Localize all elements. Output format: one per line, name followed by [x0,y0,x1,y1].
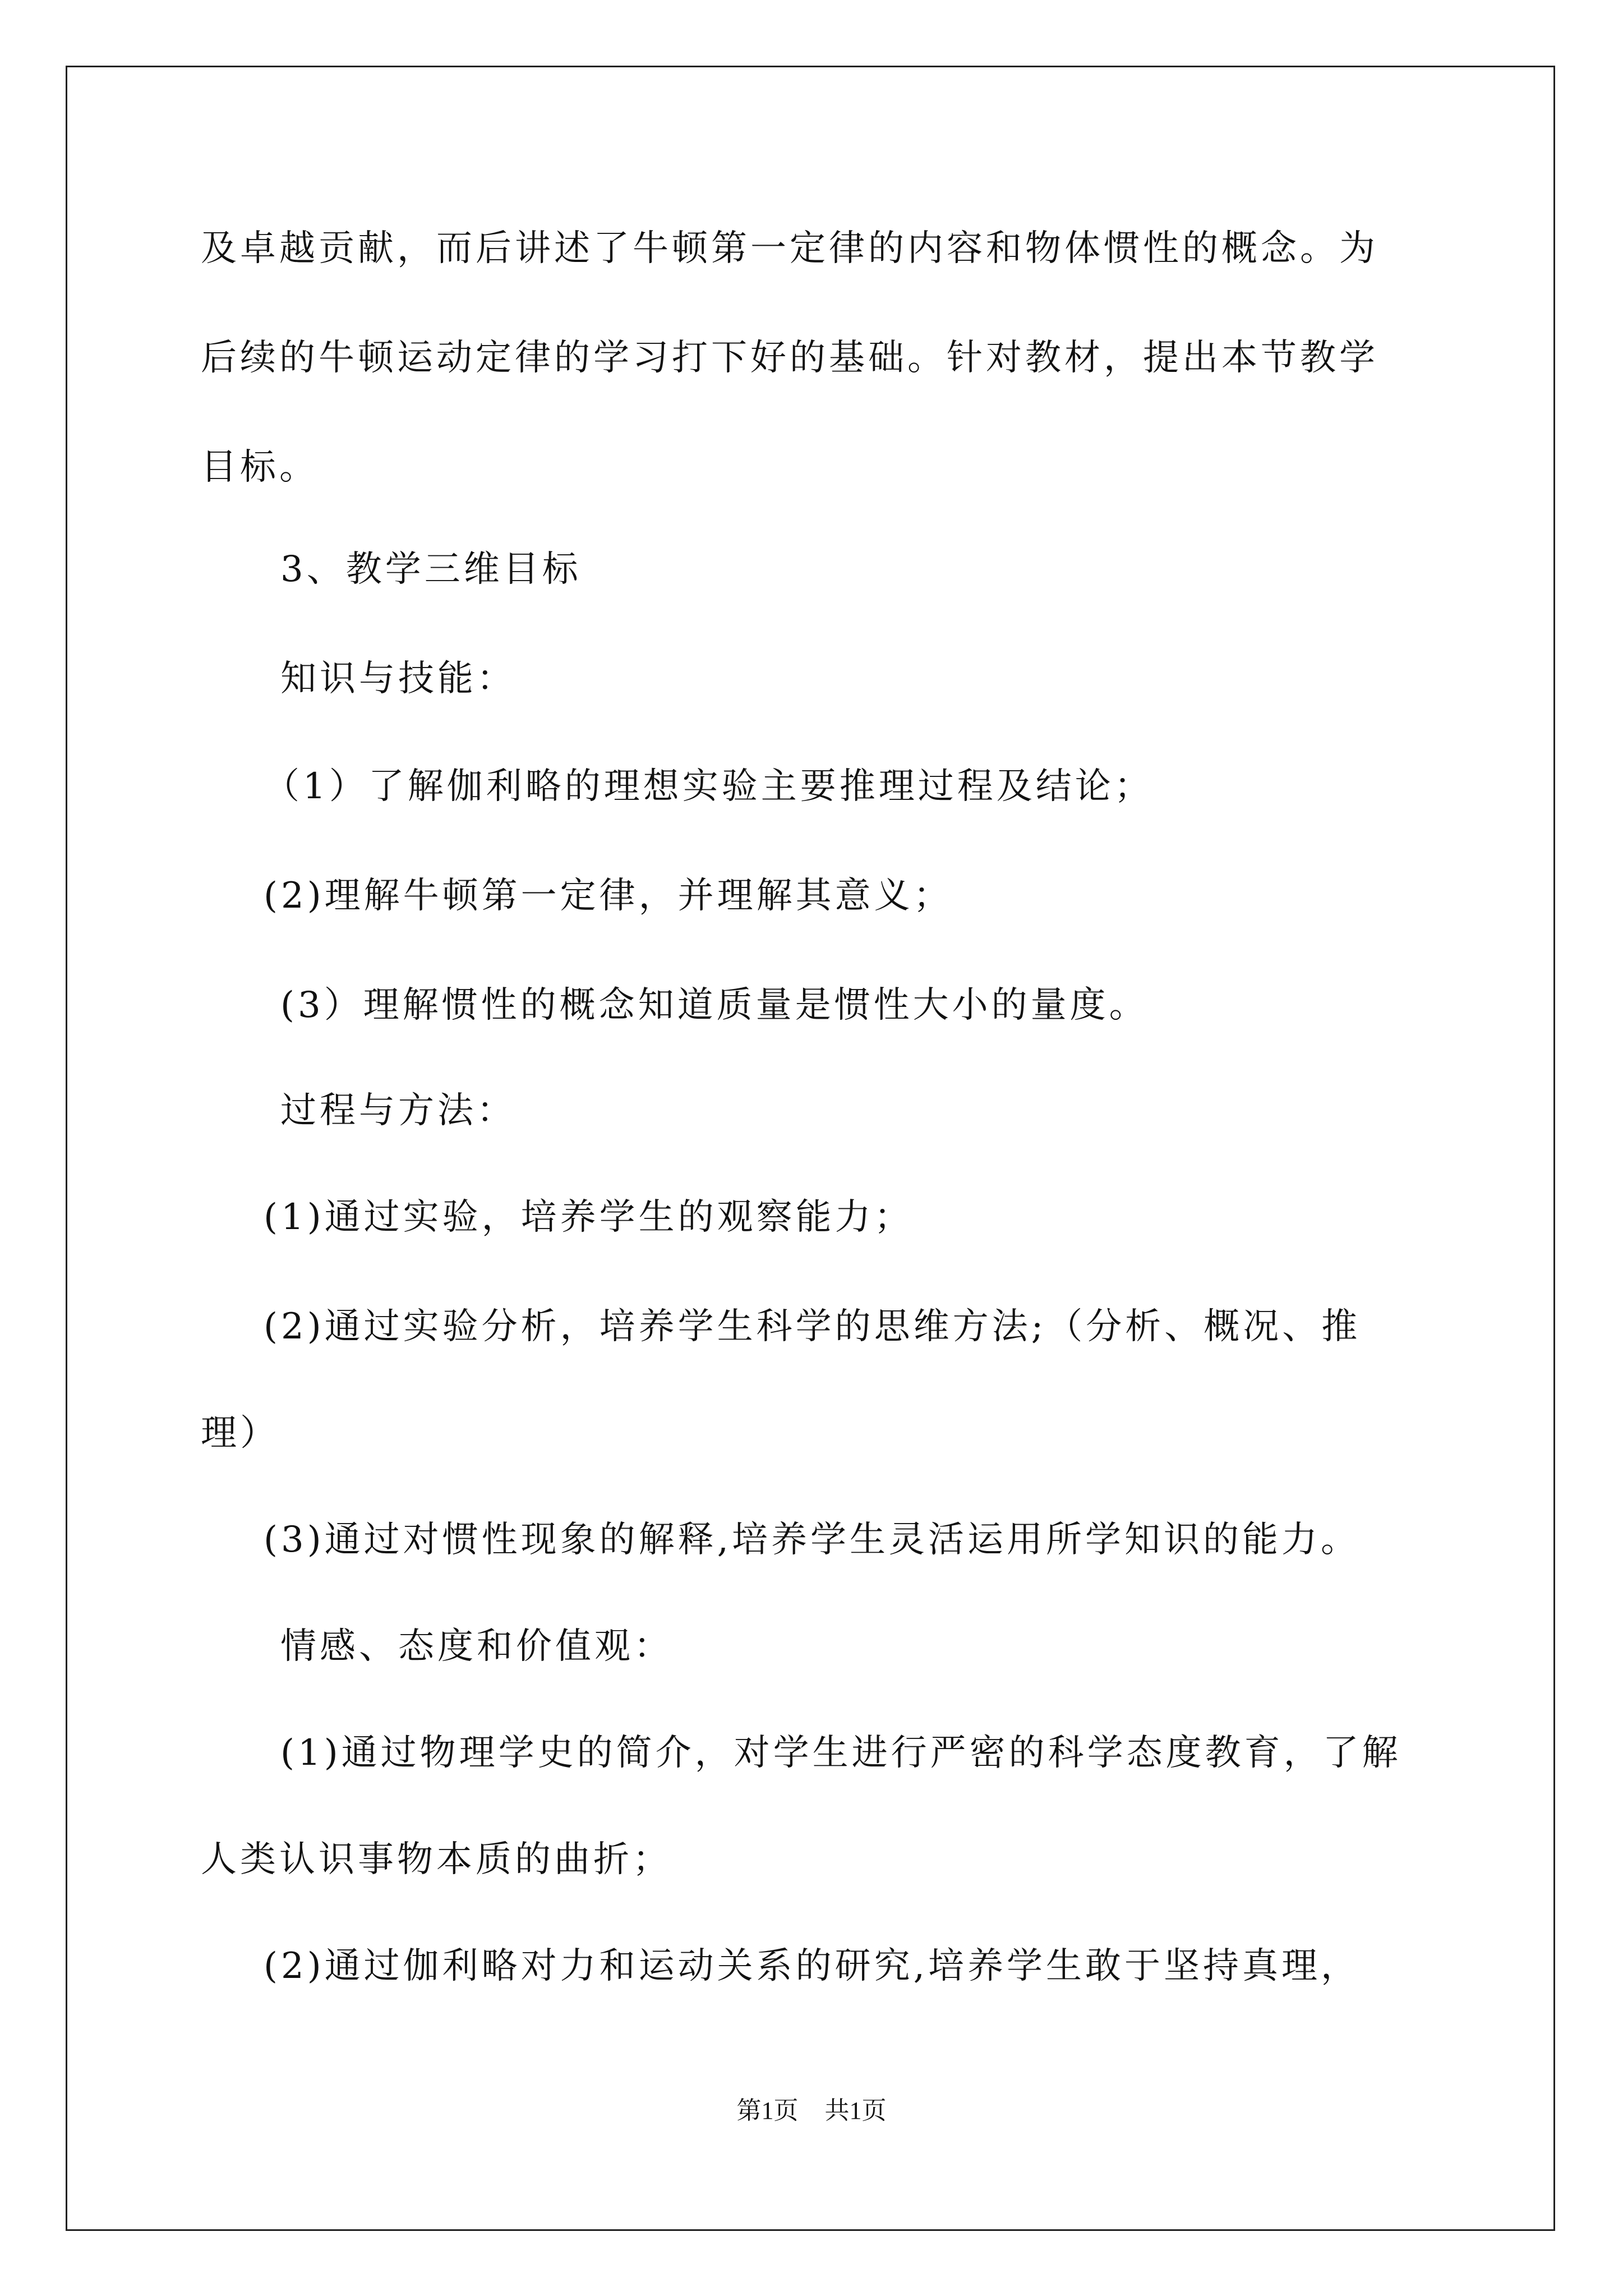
page-total: 共1页 [824,2097,887,2124]
list-item-attitude-1-continued: 人类认识事物本质的曲折； [201,1839,672,1880]
list-item-process-3: (3)通过对惯性现象的解释,培养学生灵活运用所学知识的能力。 [264,1519,1360,1561]
text-line-3: 目标。 [201,447,319,488]
subheading-process-method: 过程与方法： [280,1090,516,1131]
list-item-attitude-1: (1)通过物理学史的简介，对学生进行严密的科学态度教育，了解 [280,1732,1401,1774]
page-footer [0,2095,1623,2127]
subheading-attitude-values: 情感、态度和价值观： [280,1626,673,1667]
list-item-process-1: (1)通过实验，培养学生的观察能力； [264,1197,914,1238]
list-item-process-2-continued: 理） [201,1412,279,1454]
text-line-1: 及卓越贡献，而后讲述了牛顿第一定律的内容和物体惯性的概念。为 [201,228,1378,269]
subheading-knowledge-skills: 知识与技能： [280,658,516,700]
list-item-knowledge-1: （1）了解伽利略的理想实验主要推理过程及结论； [264,766,1154,807]
list-item-attitude-2: (2)通过伽利略对力和运动关系的研究,培养学生敢于坚持真理， [264,1945,1360,1987]
list-item-knowledge-3: (3）理解惯性的概念知道质量是惯性大小的量度。 [280,984,1149,1026]
list-item-knowledge-2: (2)理解牛顿第一定律，并理解其意义； [264,875,953,917]
list-item-process-2: (2)通过实验分析，培养学生科学的思维方法;（分析、概况、推 [264,1306,1361,1347]
page-border [66,66,1555,2231]
page-number: 第1页 [736,2097,799,2124]
section-heading: 3、教学三维目标 [280,549,582,590]
text-line-2: 后续的牛顿运动定律的学习打下好的基础。针对教材，提出本节教学 [201,337,1378,379]
